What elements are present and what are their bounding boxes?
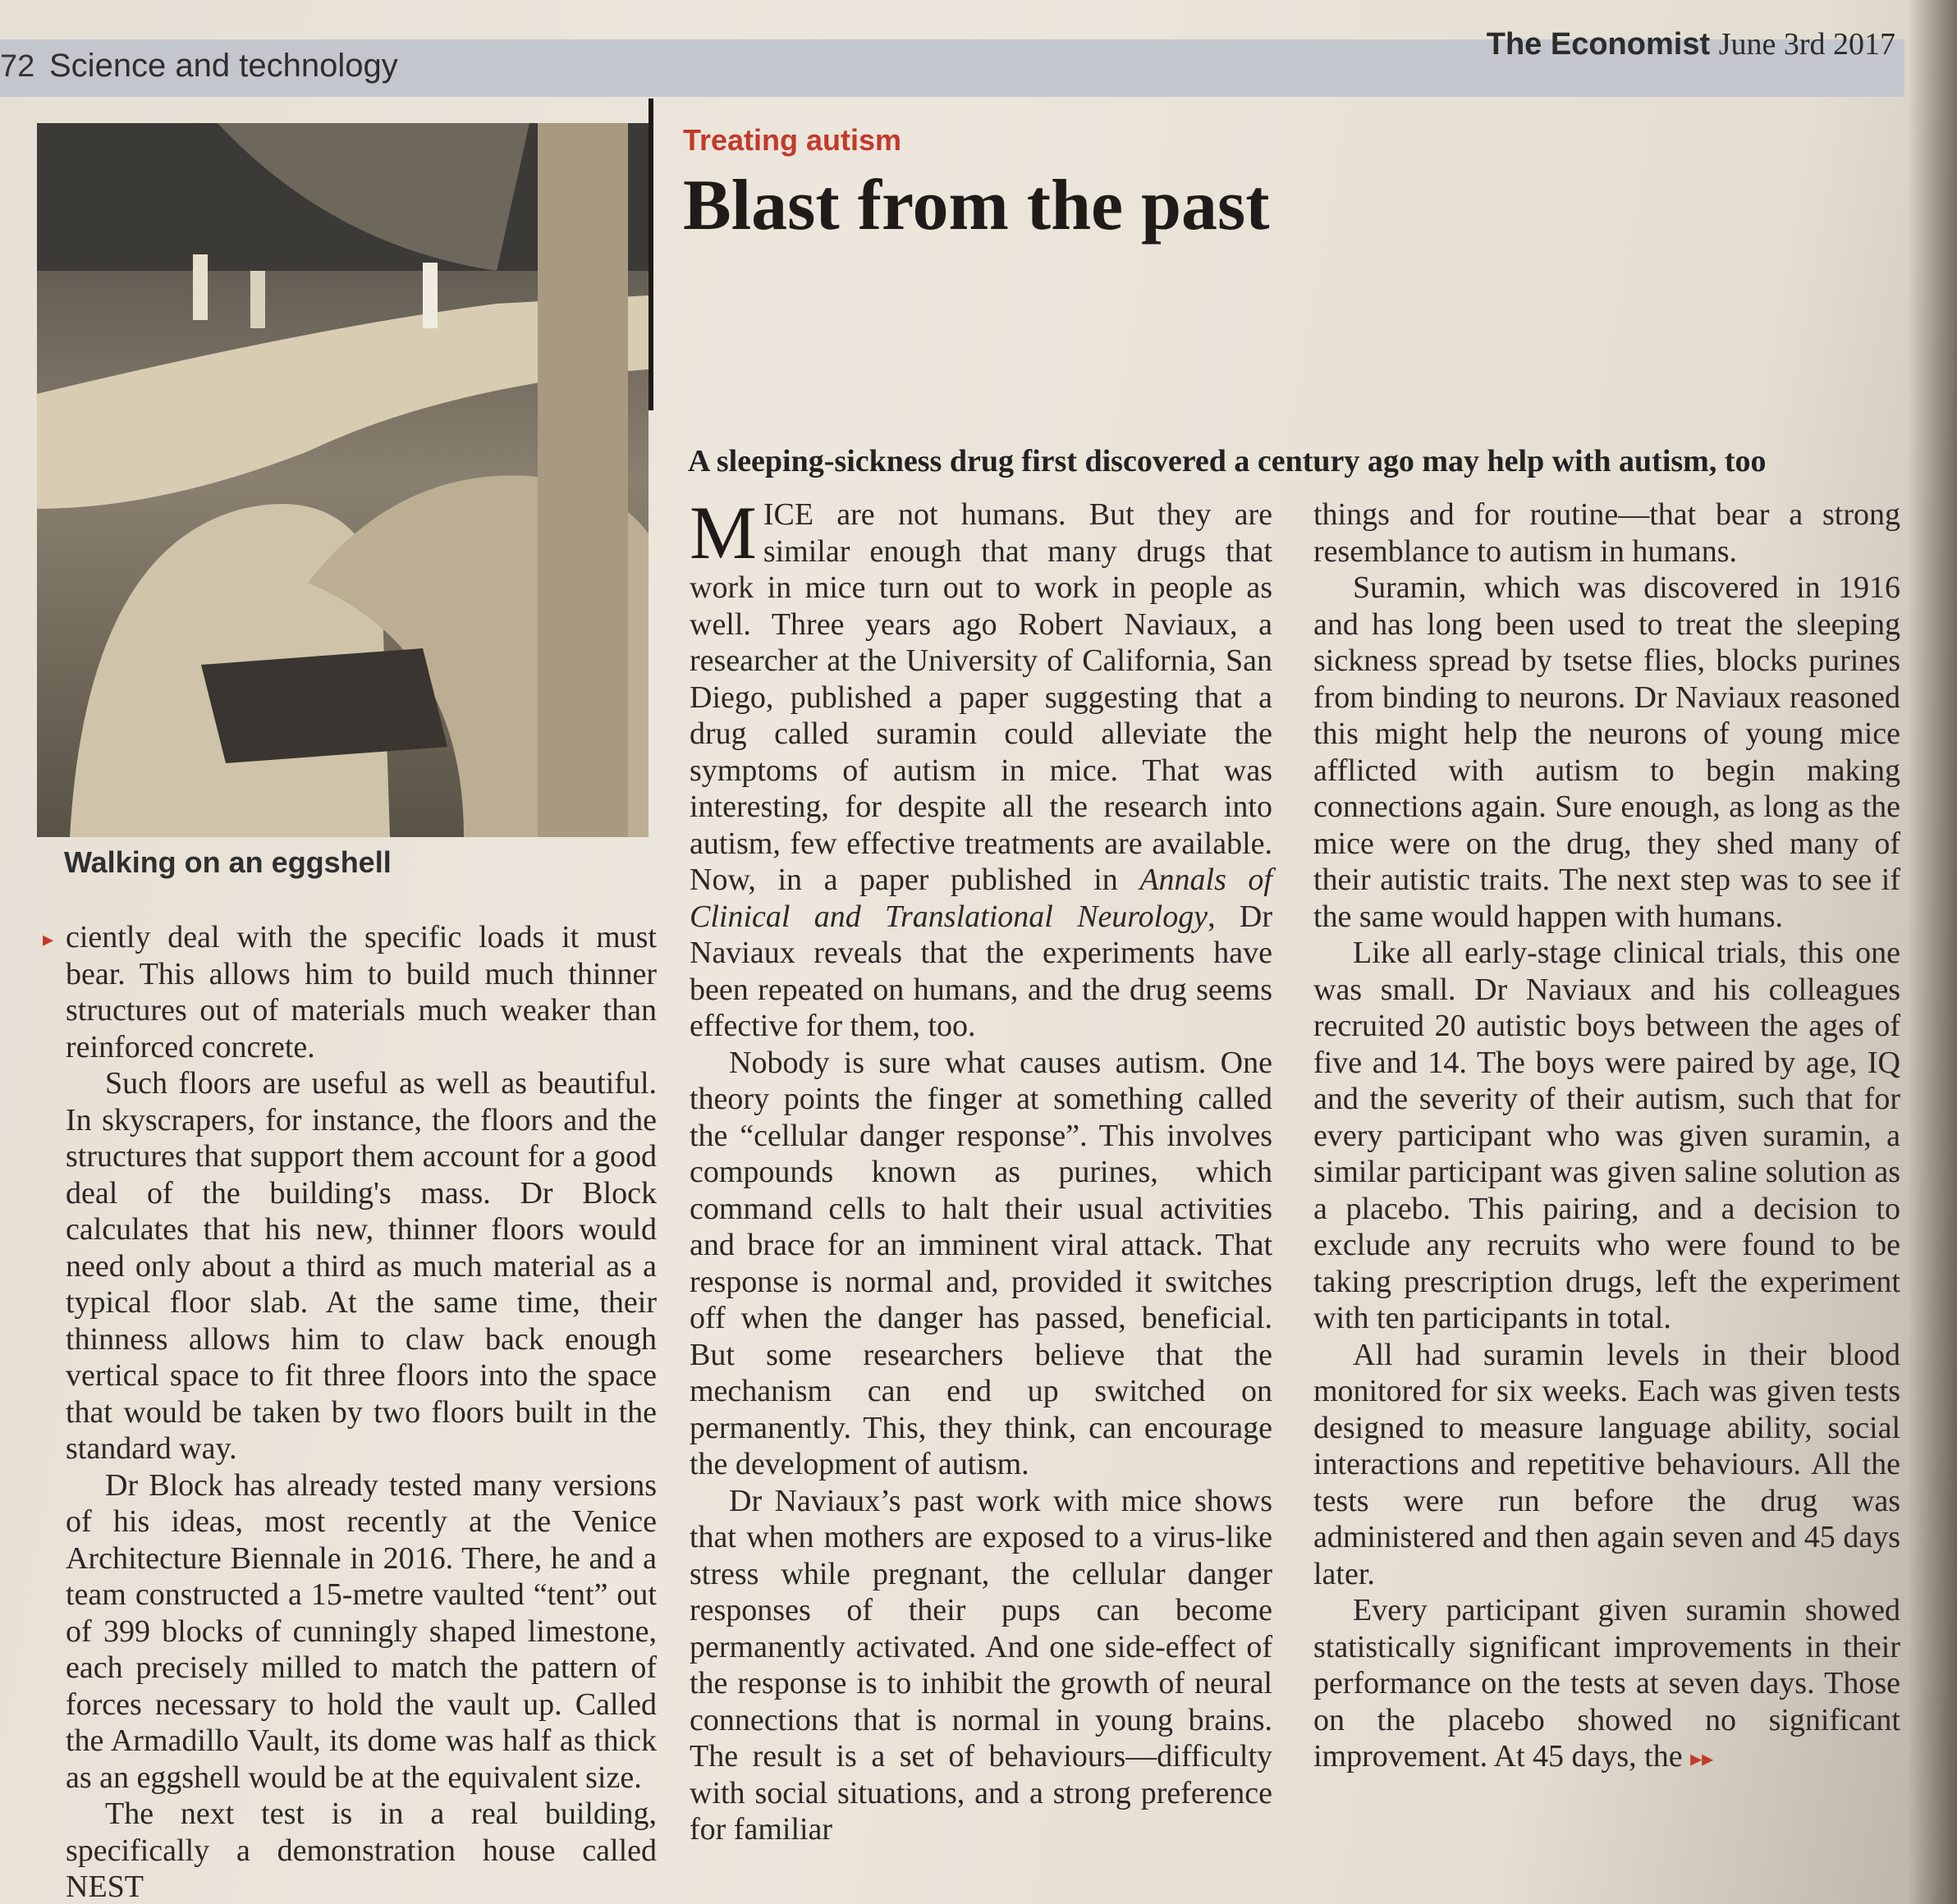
paragraph [690, 491, 1272, 1045]
page-edge-shadow [1908, 0, 1957, 1904]
left-column [66, 919, 657, 1904]
section-title: Science and technology [49, 48, 398, 84]
paragraph-text: Every participant given suramin showed statistically significant improvements in their performance on the tests at seven days. Those on the placebo showed no significant improvement. At 45 days, the [1313, 1593, 1900, 1774]
paragraph: things and for routine—that bear a strong resemblance to autism in humans. [1313, 497, 1900, 569]
paragraph-text: , Dr Naviaux reveals that the experiments have been repeated on humans, and the drug seems effective for them, too. [690, 899, 1272, 1043]
right-column [1313, 497, 1900, 1778]
page-number: 72 [0, 49, 35, 84]
issue-date: June 3rd 2017 [1718, 27, 1895, 62]
paragraph-text: ICE are not humans. But they are similar enough that many drugs that work in mice turn out to work in people as well. Three years ago Robert Naviaux, a researcher at the University of California, San Diego, published a paper suggesting that a drug called suramin could alleviate the symptoms of autism in mice. That was interesting, for despite all the research into autism, few effective treatments are available. Now, in a paper published in [690, 497, 1272, 897]
paragraph: Dr Naviaux’s past work with mice shows that when mothers are exposed to a virus-like stress while pregnant, the cellular danger responses of their pups can become permanently activated. And one side-effect of the response is to inhibit the growth of neural connections that is normal in young brains. The result is a set of behaviours—difficulty with social situations, and a strong preference for familiar [690, 1483, 1272, 1847]
paragraph: ciently deal with the specific loads it must bear. This allows him to build much thinner structures out of materials much weaker than reinforced concrete. [66, 920, 657, 1064]
article-photo [37, 123, 649, 837]
article-standfirst: A sleeping-sickness drug first discovered a century ago may help with autism, too [688, 444, 1767, 478]
paragraph: Nobody is sure what causes autism. One theory points the finger at something called the “cellular danger response”. This involves compounds known as purines, which command cells to halt their usual activities and brace for an imminent viral attack. That response is normal and, provided it switches off when the danger has passed, beneficial. But some researchers believe that the mechanism can end up switched on permanently. This, they think, can encourage the development of autism. [690, 1045, 1272, 1481]
photo-caption: Walking on an eggshell [64, 845, 392, 879]
publication-name: The Economist [1486, 27, 1711, 62]
masthead [1487, 26, 1895, 62]
paragraph: Suramin, which was discovered in 1916 and has long been used to treat the sleeping sickness spread by tsetse flies, blocks purines from binding to neurons. Dr Naviaux reasoned this might help the neurons of young mice afflicted with autism to begin making connections again. Sure enough, as long as the mice were on the drug, they shed many of their autistic traits. The next step was to see if the same would happen with humans. [1313, 570, 1900, 934]
paragraph: Dr Block has already tested many versions of his ideas, most recently at the Venice Architecture Biennale in 2016. There, he and a team constructed a 15-metre vaulted “tent” out of 399 blocks of cunningly shaped limestone, each precisely milled to match the pattern of forces necessary to hold the vault up. Called the Armadillo Vault, its dome was half as thick as an eggshell would be at the equivalent size. [66, 1467, 657, 1795]
continues-arrow-icon: ▸▸ [1690, 1746, 1714, 1772]
paragraph: All had suramin levels in their blood monitored for six weeks. Each was given tests designed to measure language ability, social interactions and repetitive behaviours. All the tests were run before the drug was administered and then again seven and 45 days later. [1313, 1337, 1900, 1591]
paragraph: Like all early-stage clinical trials, this one was small. Dr Naviaux and his colleagues recruited 20 autistic boys between the ages of five and 14. The boys were paired by age, IQ and the severity of their autism, such that for every participant who was given suramin, a similar participant was given saline solution as a placebo. This pairing, and a decision to exclude any recruits who were found to be taking prescription drugs, left the experiment with ten participants in total. [1313, 936, 1900, 1335]
headline-rule [649, 98, 653, 410]
article-rubric: Treating autism [683, 123, 902, 157]
article-headline: Blast from the past [683, 166, 1270, 245]
paragraph [1313, 1592, 1900, 1778]
paragraph: Such floors are useful as well as beautiful. In skyscrapers, for instance, the floors and the structures that support them account for a good deal of the building's mass. Dr Block calculates that his new, thinner floors would need only about a third as much material as a typical floor slab. At the same time, their thinness allows him to claw back enough vertical space to fit three floors into the space that would be taken by two floors built in the standard way. [66, 1066, 657, 1466]
continued-arrow-icon: ▸ [43, 927, 54, 951]
drop-cap: M [690, 491, 757, 574]
vault-photo-illustration [37, 123, 649, 837]
paragraph: The next test is in a real building, specifically a demonstration house called NEST [66, 1796, 657, 1904]
middle-column [690, 491, 1272, 1848]
journal-name: Annals of Clinical and Translational Neurology [690, 863, 1272, 934]
